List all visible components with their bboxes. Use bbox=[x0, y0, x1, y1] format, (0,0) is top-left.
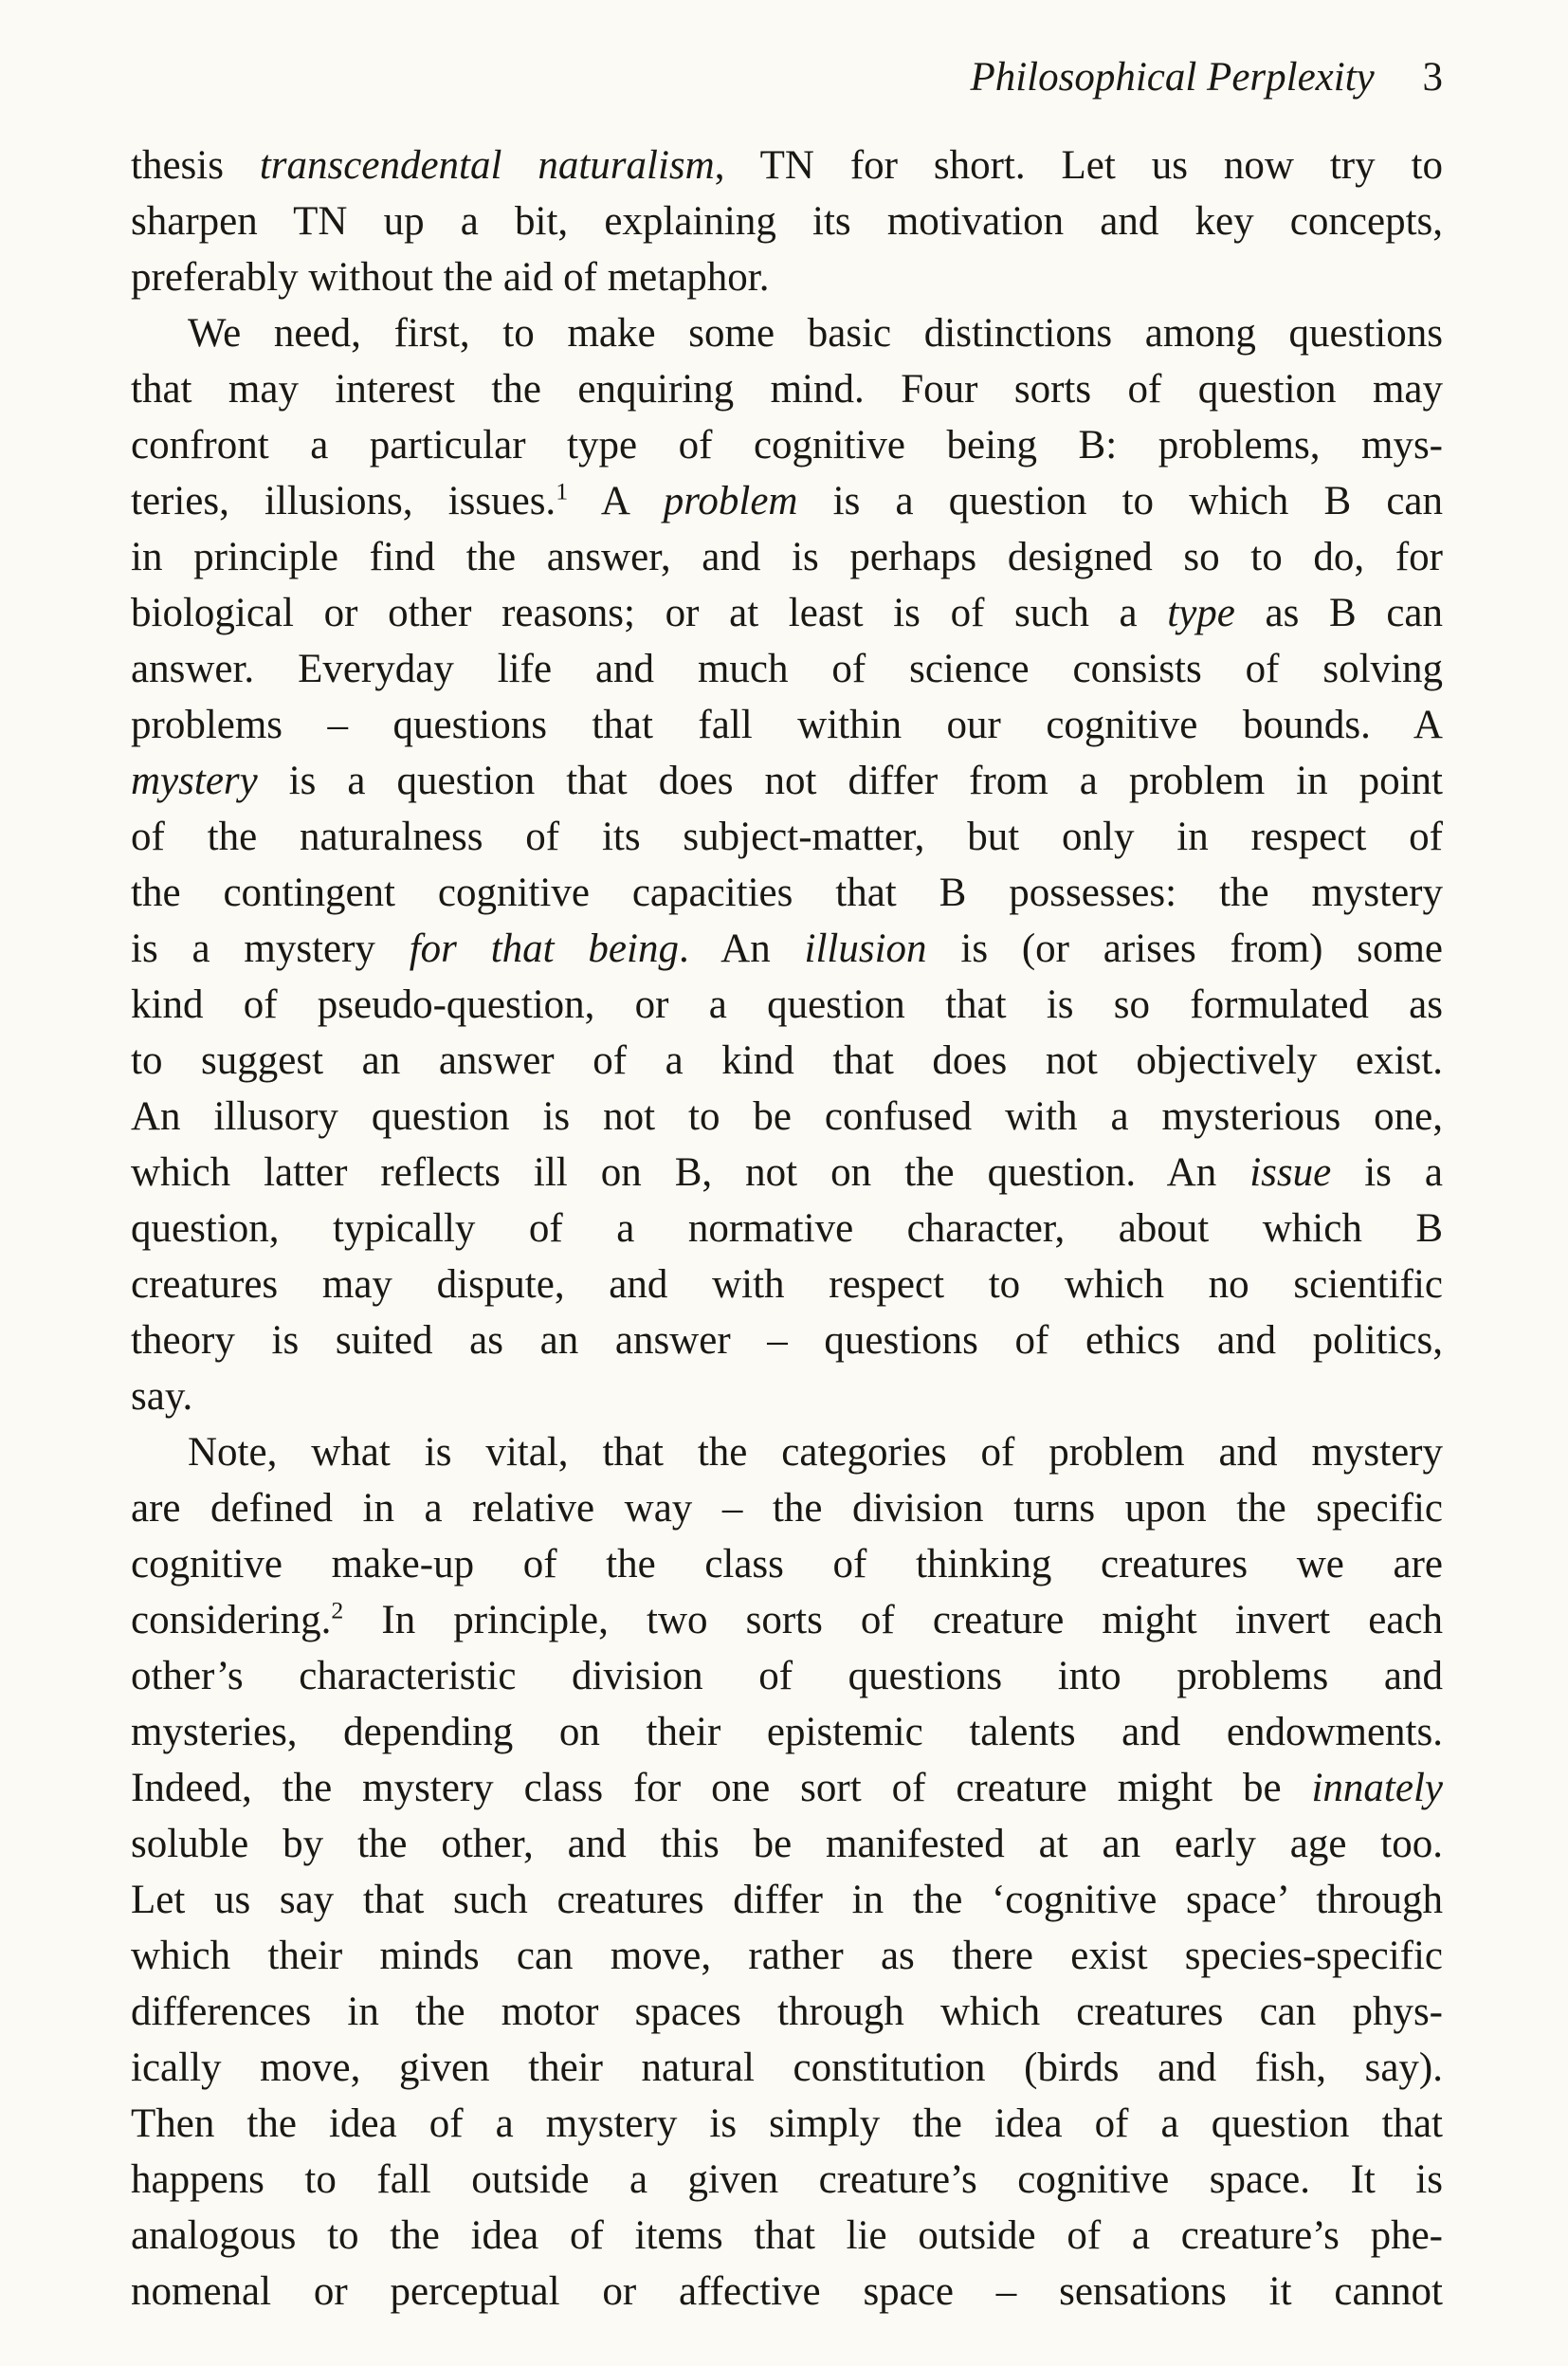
text-line bbox=[131, 1816, 1443, 1872]
text-line bbox=[131, 1145, 1443, 1201]
text-segment: is a mystery bbox=[131, 926, 410, 971]
text-segment: is a question to which B can bbox=[797, 479, 1443, 523]
text-line bbox=[131, 809, 1443, 865]
text-line bbox=[131, 361, 1443, 417]
text-segment: thesis bbox=[131, 143, 260, 188]
text-segment: question, typically of a normative character, about which B bbox=[131, 1206, 1443, 1251]
text-segment: as B can bbox=[1234, 591, 1443, 635]
text-line bbox=[131, 1312, 1443, 1368]
text-segment: for that being bbox=[409, 926, 679, 971]
text-line bbox=[131, 305, 1443, 361]
text-line bbox=[131, 1368, 1443, 1424]
text-line bbox=[131, 1424, 1443, 1480]
text-segment: are defined in a relative way – the division turns upon the specific bbox=[131, 1486, 1443, 1531]
text-segment: Note, what is vital, that the categories of problem and mystery bbox=[188, 1430, 1443, 1475]
text-line bbox=[131, 1256, 1443, 1312]
text-segment: the contingent cognitive capacities that B possesses: the mystery bbox=[131, 871, 1443, 915]
text-line bbox=[131, 1648, 1443, 1704]
text-segment: In principle, two sorts of creature might invert each bbox=[343, 1598, 1443, 1642]
text-segment: issue bbox=[1249, 1150, 1332, 1195]
text-line bbox=[131, 1089, 1443, 1145]
text-segment: answer. Everyday life and much of science consists of solving bbox=[131, 647, 1443, 691]
text-segment: Indeed, the mystery class for one sort of creature might be bbox=[131, 1766, 1312, 1810]
text-segment: theory is suited as an answer – questions of ethics and politics, bbox=[131, 1318, 1443, 1363]
footnote-marker: 1 bbox=[556, 477, 569, 505]
text-segment: confront a particular type of cognitive being B: problems, mys- bbox=[131, 423, 1443, 468]
text-segment: cognitive make-up of the class of thinking creatures we are bbox=[131, 1542, 1443, 1587]
text-line bbox=[131, 1760, 1443, 1816]
text-line bbox=[131, 249, 1443, 305]
text-segment: . An bbox=[678, 926, 805, 971]
text-segment: that may interest the enquiring mind. Four sorts of question may bbox=[131, 367, 1443, 412]
text-block bbox=[131, 138, 1443, 2320]
text-segment: other’s characteristic division of questions into problems and bbox=[131, 1654, 1443, 1698]
text-segment: in principle find the answer, and is perhaps designed so to do, for bbox=[131, 535, 1443, 579]
text-line bbox=[131, 1201, 1443, 1256]
text-line bbox=[131, 1984, 1443, 2040]
text-line bbox=[131, 1536, 1443, 1592]
text-line bbox=[131, 1872, 1443, 1928]
text-line bbox=[131, 2152, 1443, 2208]
text-segment: sharpen TN up a bit, explaining its motivation and key concepts, bbox=[131, 199, 1443, 244]
text-segment: to suggest an answer of a kind that does not objectively exist. bbox=[131, 1038, 1443, 1083]
text-line bbox=[131, 1592, 1443, 1648]
text-line bbox=[131, 473, 1443, 529]
text-segment: A bbox=[568, 479, 664, 523]
text-segment: say. bbox=[131, 1374, 193, 1419]
page-number: 3 bbox=[1422, 55, 1443, 100]
text-segment: of the naturalness of its subject-matter, but only in respect of bbox=[131, 815, 1443, 859]
running-header-title: Philosophical Perplexity bbox=[970, 55, 1375, 100]
text-segment: problems – questions that fall within our cognitive bounds. A bbox=[131, 703, 1443, 747]
text-line bbox=[131, 529, 1443, 585]
text-segment: which their minds can move, rather as there exist species-specific bbox=[131, 1934, 1443, 1978]
text-segment: is (or arises from) some bbox=[926, 926, 1444, 971]
running-header bbox=[131, 49, 1443, 105]
text-segment: biological or other reasons; or at least is of such a bbox=[131, 591, 1168, 635]
text-segment: analogous to the idea of items that lie outside of a creature’s phe- bbox=[131, 2213, 1443, 2258]
text-line bbox=[131, 697, 1443, 753]
text-line bbox=[131, 193, 1443, 249]
text-line bbox=[131, 753, 1443, 809]
text-line bbox=[131, 2264, 1443, 2320]
text-line bbox=[131, 921, 1443, 977]
text-segment: differences in the motor spaces through which creatures can phys- bbox=[131, 1990, 1443, 2034]
text-line bbox=[131, 1480, 1443, 1536]
text-segment: is a bbox=[1331, 1150, 1443, 1195]
text-segment: , TN for short. Let us now try to bbox=[714, 143, 1443, 188]
text-line bbox=[131, 2040, 1443, 2096]
text-line bbox=[131, 641, 1443, 697]
text-segment: soluble by the other, and this be manifested at an early age too. bbox=[131, 1822, 1443, 1866]
text-segment: innately bbox=[1311, 1766, 1443, 1810]
text-segment: mystery bbox=[131, 759, 258, 803]
footnote-marker: 2 bbox=[331, 1596, 344, 1624]
text-segment: problem bbox=[663, 479, 798, 523]
text-segment: Then the idea of a mystery is simply the idea of a question that bbox=[131, 2101, 1443, 2146]
text-segment: transcendental naturalism bbox=[259, 143, 715, 188]
text-segment: kind of pseudo-question, or a question that is so formulated as bbox=[131, 982, 1443, 1027]
text-line bbox=[131, 1704, 1443, 1760]
text-line bbox=[131, 865, 1443, 921]
text-segment: teries, illusions, issues. bbox=[131, 479, 556, 523]
text-line bbox=[131, 138, 1443, 193]
text-segment: creatures may dispute, and with respect to which no scientific bbox=[131, 1262, 1443, 1307]
text-segment: happens to fall outside a given creature’s cognitive space. It is bbox=[131, 2157, 1443, 2202]
text-line bbox=[131, 2208, 1443, 2264]
text-segment: Let us say that such creatures differ in the ‘cognitive space’ through bbox=[131, 1878, 1443, 1922]
text-segment: mysteries, depending on their epistemic talents and endowments. bbox=[131, 1710, 1443, 1754]
text-segment: which latter reflects ill on B, not on the question. An bbox=[131, 1150, 1250, 1195]
text-segment: nomenal or perceptual or affective space – sensations it cannot bbox=[131, 2269, 1443, 2314]
text-line bbox=[131, 417, 1443, 473]
text-segment: An illusory question is not to be confused with a mysterious one, bbox=[131, 1094, 1443, 1139]
text-segment: ically move, given their natural constitution (birds and fish, say). bbox=[131, 2045, 1443, 2090]
text-line bbox=[131, 1033, 1443, 1089]
text-line bbox=[131, 2096, 1443, 2152]
text-line bbox=[131, 977, 1443, 1033]
text-line bbox=[131, 1928, 1443, 1984]
text-segment: preferably without the aid of metaphor. bbox=[131, 255, 770, 300]
text-segment: is a question that does not differ from a problem in point bbox=[257, 759, 1443, 803]
text-segment: We need, first, to make some basic distinctions among questions bbox=[188, 311, 1443, 356]
text-line bbox=[131, 585, 1443, 641]
text-segment: considering. bbox=[131, 1598, 332, 1642]
text-segment: illusion bbox=[804, 926, 927, 971]
text-segment: type bbox=[1167, 591, 1235, 635]
